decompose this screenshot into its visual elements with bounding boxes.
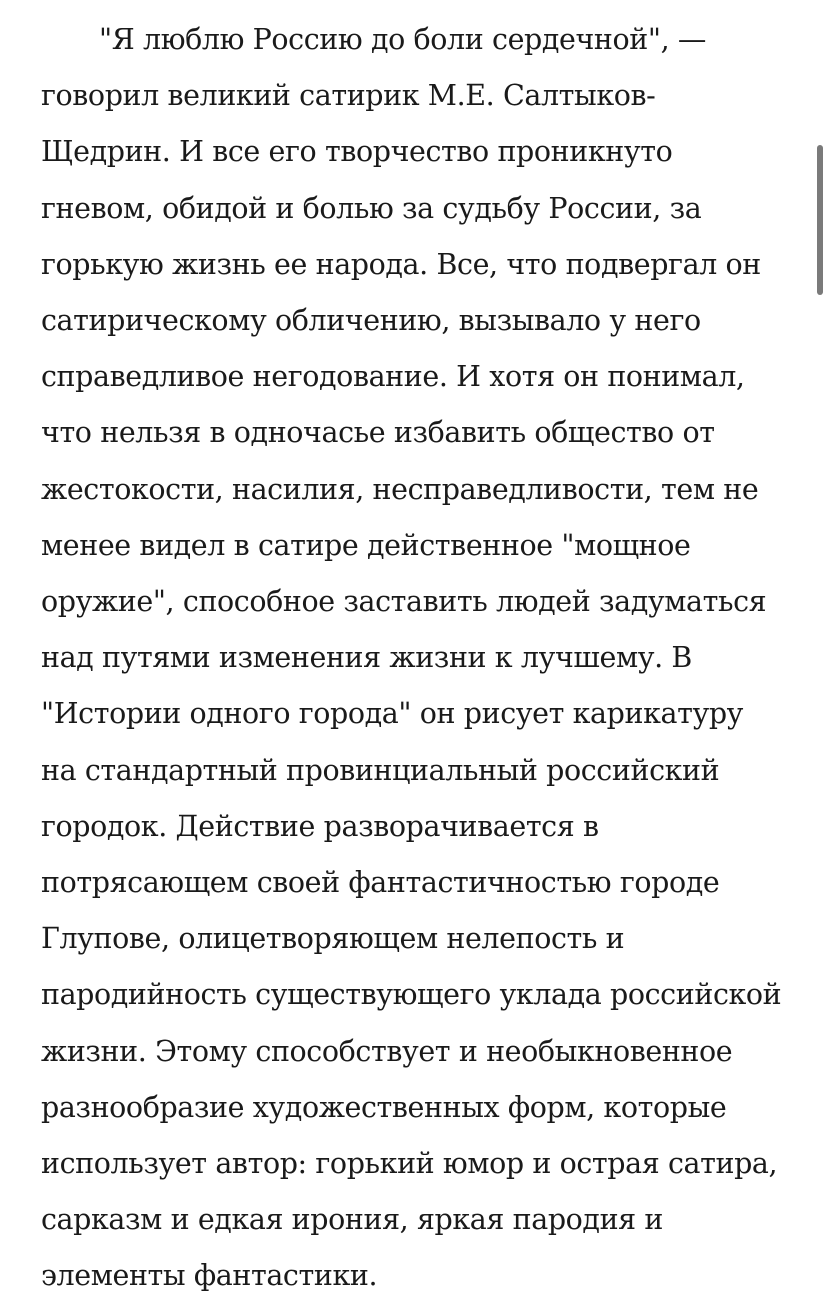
article-paragraph [41, 12, 791, 1291]
text-line: "Истории одного города" он рисует карикатуру [41, 697, 744, 731]
text-line: потрясающем своей фантастичностью городе [41, 866, 720, 900]
text-line: Щедрин. И все его творчество проникнуто [41, 135, 673, 169]
text-line: над путями изменения жизни к лучшему. В [41, 641, 692, 675]
text-line: говорил великий сатирик М.Е. Салтыков- [41, 79, 656, 113]
text-line: гневом, обидой и болью за судьбу России, за [41, 191, 702, 225]
text-line: менее видел в сатире действенное "мощное [41, 528, 691, 562]
text-line: сарказм и едкая ирония, яркая пародия и [41, 1203, 664, 1237]
text-line: городок. Действие разворачивается в [41, 809, 599, 843]
vertical-scrollbar[interactable] [817, 145, 823, 295]
text-line: жизни. Этому способствует и необыкновенное [41, 1034, 733, 1068]
text-line: разнообразие художественных форм, которые [41, 1090, 727, 1124]
text-line: использует автор: горький юмор и острая сатира, [41, 1147, 778, 1181]
text-line: оружие", способное заставить людей задуматься [41, 585, 767, 619]
text-line: на стандартный провинциальный российский [41, 753, 720, 787]
text-line: справедливое негодование. И хотя он понимал, [41, 360, 745, 394]
text-line: что нельзя в одночасье избавить общество от [41, 416, 715, 450]
text-line: жестокости, насилия, несправедливости, тем не [41, 472, 759, 506]
text-line: Глупове, олицетворяющем нелепость и [41, 922, 625, 956]
text-line: сатирическому обличению, вызывало у него [41, 304, 701, 338]
text-line: пародийность существующего уклада российской [41, 978, 782, 1012]
text-line: элементы фантастики. [41, 1259, 378, 1291]
text-line: "Я люблю Россию до боли сердечной", — [99, 23, 707, 56]
text-line: горькую жизнь ее народа. Все, что подвергал он [41, 247, 761, 281]
